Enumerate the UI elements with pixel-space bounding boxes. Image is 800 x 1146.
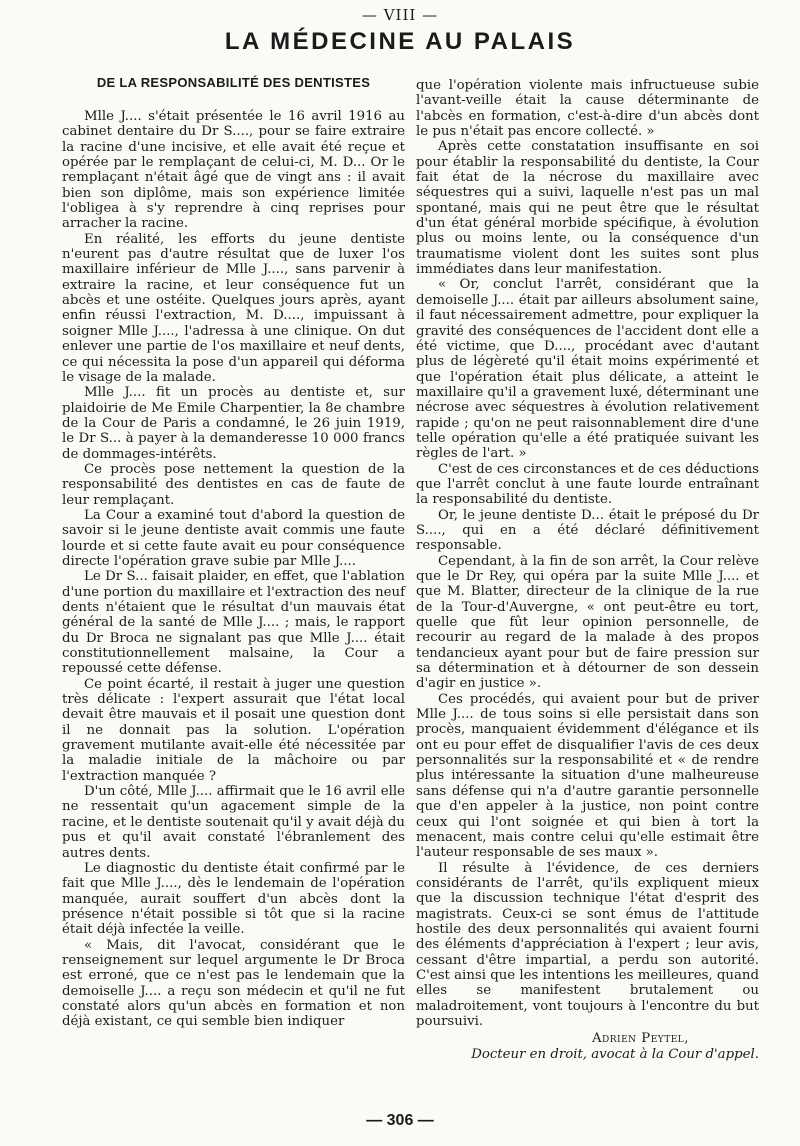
- paragraph: Mlle J.... s'était présentée le 16 avril 1916 au cabinet dentaire du Dr S...., pour se faire extraire la racine d'une incisive, et elle avait été reçue et opérée par le remplaçant de celui-ci, M. D... Or le remplaçant n'était âgé que de vingt ans : il avait bien son diplôme, mais son expérience limitée l'obligea à s'y reprendre à cinq reprises pour arracher la racine.: [62, 109, 405, 232]
- paragraph: Après cette constatation insuffisante en soi pour établir la responsabilité du dentiste, la Cour fait état de la nécrose du maxillaire avec séquestres qui a suivi, laquelle n'est pas un mal spontané, mais qui ne peut être que le résultat d'un état général morbide spécifique, à évolution plus ou moins lente, ou la conséquence d'un traumatisme violent dont les suites sont plus immédiates dans leur manifestation.: [416, 139, 759, 278]
- paragraph: Cependant, à la fin de son arrêt, la Cour relève que le Dr Rey, qui opéra par la suite Mlle J.... et que M. Blatter, directeur de la clinique de la rue de la Tour-d'Auvergne, « ont peut-être eu tort, quelle que fût leur opinion personnelle, de recourir au regard de la malade à des propos tendancieux ayant pour but de faire pression sur sa détermination et à détourner de son dessein d'agir en justice ».: [416, 553, 759, 692]
- paragraph: La Cour a examiné tout d'abord la question de savoir si le jeune dentiste avait commis une faute lourde et si cette faute avait eu pour conséquence directe l'opération grave subie par Mlle J....: [62, 507, 405, 569]
- article-subtitle: DE LA RESPONSABILITÉ DES DENTISTES: [96, 75, 371, 90]
- section-title: LA MÉDECINE AU PALAIS: [224, 28, 576, 55]
- signature: [416, 1031, 759, 1063]
- author-title: Docteur en droit, avocat à la Cour d'appel.: [471, 1047, 759, 1063]
- running-head: — VIII —: [361, 6, 439, 24]
- right-column: [416, 78, 759, 1063]
- paragraph: Il résulte à l'évidence, de ces derniers considérants de l'arrêt, qu'ils expliquent mieux que la discussion technique l'état d'esprit des magistrats. Ceux-ci se sont émus de l'attitude hostile des deux personnalités qui avaient fourni des éléments d'appréciation à l'expert ; leur avis, cessant d'être impartial, a perdu son autorité. C'est ainsi que les intentions les meilleures, quand elles se manifestent brutalement ou maladroitement, vont toujours à l'encontre du but poursuivi.: [416, 860, 759, 1029]
- paragraph-continuation: que l'opération violente mais infructueuse subie l'avant-veille était la cause déterminante de l'abcès en formation, c'est-à-dire d'un abcès dont le pus n'était pas encore collecté. »: [416, 78, 759, 140]
- paragraph: En réalité, les efforts du jeune dentiste n'eurent pas d'autre résultat que de luxer l'os maxillaire inférieur de Mlle J...., sans parvenir à extraire la racine, et leur conséquence fut un abcès et une ostéite. Quelques jours après, ayant enfin réussi l'extraction, M. D...., impuissant à soigner Mlle J...., l'adressa à une clinique. On dut enlever une partie de l'os maxillaire et neuf dents, ce qui nécessita la pose d'un appareil qui déforma le visage de la malade.: [62, 231, 405, 385]
- left-column: [62, 75, 405, 1030]
- paragraph: Le diagnostic du dentiste était confirmé par le fait que Mlle J...., dès le lendemain de l'opération manquée, aurait souffert d'un abcès dont la présence n'était possible si tôt que si la racine était déjà infectée la veille.: [62, 860, 405, 938]
- paragraph: Le Dr S... faisait plaider, en effet, que l'ablation d'une portion du maxillaire et l'extraction des neuf dents n'étaient que le résultat d'un mauvais état général de la santé de Mlle J.... ; mais, le rapport du Dr Broca ne signalant pas que Mlle J.... était constitutionnellement malsaine, la Cour a repoussé cette défense.: [62, 569, 405, 677]
- paragraph: C'est de ces circonstances et de ces déductions que l'arrêt conclut à une faute lourde entraînant la responsabilité du dentiste.: [416, 461, 759, 508]
- paragraph: Or, le jeune dentiste D... était le préposé du Dr S...., qui en a été déclaré définitivement responsable.: [416, 507, 759, 554]
- page-number: — 306 —: [366, 1112, 434, 1129]
- author-name: Adrien Peytel,: [591, 1031, 689, 1047]
- paragraph: « Or, conclut l'arrêt, considérant que la demoiselle J.... était par ailleurs absolument saine, il faut nécessairement admettre, pour expliquer la gravité des conséquences de l'accident dont elle a été victime, que D...., procédant avec d'autant plus de légèreté qu'il était moins expérimenté et que l'opération était plus délicate, a atteint le maxillaire qu'il a gravement luxé, déterminant une nécrose avec séquestres à évolution relativement rapide ; qu'on ne peut raisonnablement dire d'une telle opération qu'elle a été pratiquée suivant les règles de l'art. »: [416, 277, 759, 462]
- paragraph: D'un côté, Mlle J.... affirmait que le 16 avril elle ne ressentait qu'un agacement simple de la racine, et le dentiste soutenait qu'il y avait déjà du pus et qu'il avait constaté l'ébranlement des autres dents.: [62, 784, 405, 861]
- paragraph: Ce point écarté, il restait à juger une question très délicate : l'expert assurait que l'état local devait être mauvais et il posait une question dont il ne donnait pas la solution. L'opération gravement mutilante avait-elle été nécessitée par la maladie initiale de la mâchoire ou par l'extraction manquée ?: [62, 676, 405, 784]
- paragraph: « Mais, dit l'avocat, considérant que le renseignement sur lequel argumente le Dr Broca est erroné, que ce n'est pas le lendemain que la demoiselle J.... a reçu son médecin et qu'il ne fut constaté alors qu'un abcès en formation et non déjà existant, ce qui semble bien indiquer: [62, 937, 405, 1030]
- paragraph: Ce procès pose nettement la question de la responsabilité des dentistes en cas de faute de leur remplaçant.: [62, 461, 405, 508]
- paragraph: Ces procédés, qui avaient pour but de priver Mlle J.... de tous soins si elle persistait dans son procès, manquaient évidemment d'élégance et ils ont eu pour effet de disqualifier l'avis de ces deux personnalités sur la responsabilité et « de rendre plus intéressante la situation d'une malheureuse sans défense qui n'a d'autre garantie personnelle que d'en appeler à la justice, non point contre ceux qui l'ont soignée et qui bien à tort la menacent, mais contre celui qu'elle estimait être l'auteur responsable de ses maux ».: [416, 691, 759, 861]
- paragraph: Mlle J.... fit un procès au dentiste et, sur plaidoirie de Me Emile Charpentier, la 8e chambre de la Cour de Paris a condamné, le 26 juin 1919, le Dr S... à payer à la demanderesse 10 000 francs de dommages-intérêts.: [62, 385, 405, 462]
